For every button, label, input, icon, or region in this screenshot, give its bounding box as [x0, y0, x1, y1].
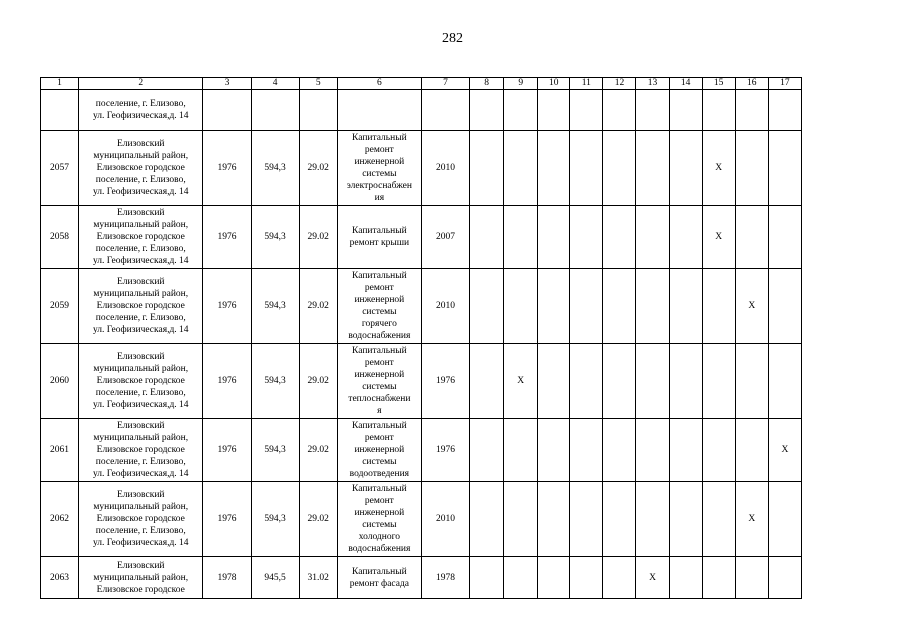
column-number: 1 [41, 78, 79, 90]
address-cell-line: муниципальный район, [93, 433, 189, 443]
year-cell: 1976 [421, 344, 469, 419]
work-type-cell-line: водоотведения [349, 469, 410, 479]
page-number: 282 [442, 31, 463, 46]
empty-cell [570, 557, 603, 599]
empty-cell [570, 482, 603, 557]
work-type-cell-line: Капитальный [352, 346, 407, 356]
work-type-cell-line: Капитальный [352, 484, 407, 494]
empty-cell [570, 269, 603, 344]
empty-cell [702, 344, 735, 419]
row-number-cell: 2060 [41, 344, 79, 419]
empty-cell [735, 131, 768, 206]
empty-cell [768, 269, 801, 344]
year-cell: 1978 [421, 557, 469, 599]
column-number: 11 [570, 78, 603, 90]
area-cell: 594,3 [251, 344, 299, 419]
table-row-continuation [41, 90, 802, 131]
empty-cell [603, 419, 636, 482]
address-cell-line: Елизовский [116, 352, 165, 362]
empty-cell [570, 90, 603, 131]
row-number-cell: 2062 [41, 482, 79, 557]
empty-cell [470, 557, 504, 599]
year-built-cell: 1976 [203, 482, 251, 557]
area-cell: 594,3 [251, 419, 299, 482]
empty-cell [570, 206, 603, 269]
address-cell-line: поселение, г. Елизово, [95, 175, 186, 185]
empty-cell [504, 206, 538, 269]
empty-cell [702, 90, 735, 131]
column-number: 9 [504, 78, 538, 90]
address-cell-line: ул. Геофизическая,д. 14 [92, 256, 189, 266]
empty-cell [603, 269, 636, 344]
empty-cell [470, 269, 504, 344]
column-number: 5 [299, 78, 337, 90]
work-type-cell-line: ремонт [364, 358, 394, 368]
address-cell [79, 344, 203, 419]
mark-cell: X [768, 419, 801, 482]
address-cell-line: Елизовский [116, 139, 165, 149]
address-cell-line: Елизовский [116, 421, 165, 431]
work-type-cell-line: горячего [361, 319, 397, 329]
year-cell: 2007 [421, 206, 469, 269]
empty-cell [538, 90, 570, 131]
address-cell-line: ул. Геофизическая,д. 14 [92, 325, 189, 335]
column-number: 14 [669, 78, 702, 90]
empty-cell [470, 90, 504, 131]
area-cell: 594,3 [251, 482, 299, 557]
empty-cell [421, 90, 469, 131]
year-built-cell: 1976 [203, 269, 251, 344]
empty-cell [636, 90, 669, 131]
empty-cell [669, 482, 702, 557]
work-type-cell-line: ремонт [364, 433, 394, 443]
empty-cell [735, 90, 768, 131]
code-cell: 29.02 [299, 419, 337, 482]
address-cell-line: поселение, г. Елизово, [95, 457, 186, 467]
work-type-cell-line: Капитальный [352, 566, 407, 577]
address-cell-line: муниципальный район, [93, 572, 189, 583]
address-cell [79, 206, 203, 269]
year-cell: 1976 [421, 419, 469, 482]
row-number-cell: 2063 [41, 557, 79, 599]
address-cell-line: муниципальный район, [93, 502, 189, 512]
address-cell-line: Елизовский [116, 277, 165, 287]
work-type-cell-line: Капитальный [352, 421, 407, 431]
row-number-cell: 2059 [41, 269, 79, 344]
empty-cell [570, 419, 603, 482]
address-cell-line: Елизовский [116, 208, 165, 218]
column-number: 6 [337, 78, 421, 90]
work-type-cell-line: системы [362, 169, 397, 179]
empty-cell [337, 90, 421, 131]
empty-cell [538, 206, 570, 269]
empty-cell [636, 206, 669, 269]
work-type-cell-line: водоснабжения [348, 544, 411, 554]
work-type-cell-line: Капитальный [352, 226, 407, 236]
address-cell [79, 419, 203, 482]
address-cell-line: поселение, г. Елизово, [95, 388, 186, 398]
work-type-cell [337, 206, 421, 269]
address-cell-line: ул. Геофизическая,д. 14 [92, 187, 189, 197]
table-row [41, 557, 802, 599]
column-number: 12 [603, 78, 636, 90]
empty-cell [470, 206, 504, 269]
empty-cell [504, 482, 538, 557]
table-row [41, 131, 802, 206]
column-number: 15 [702, 78, 735, 90]
empty-cell [603, 90, 636, 131]
code-cell: 29.02 [299, 482, 337, 557]
address-cell-line: Елизовское городское [96, 584, 185, 595]
address-cell [79, 90, 203, 131]
empty-cell [603, 131, 636, 206]
column-number: 17 [768, 78, 801, 90]
area-cell: 594,3 [251, 206, 299, 269]
empty-cell [538, 419, 570, 482]
mark-cell: X [702, 131, 735, 206]
empty-cell [768, 557, 801, 599]
mark-cell: X [504, 344, 538, 419]
address-cell-line: Елизовское городское [96, 301, 185, 311]
year-built-cell: 1976 [203, 419, 251, 482]
empty-cell [669, 419, 702, 482]
table-row [41, 269, 802, 344]
address-cell-line: муниципальный район, [93, 289, 189, 299]
year-built-cell: 1976 [203, 131, 251, 206]
address-cell-line: поселение, г. Елизово, [95, 99, 186, 109]
year-built-cell: 1976 [203, 206, 251, 269]
empty-cell [504, 90, 538, 131]
empty-cell [669, 269, 702, 344]
empty-cell [504, 557, 538, 599]
work-type-cell [337, 557, 421, 599]
empty-cell [570, 131, 603, 206]
empty-cell [538, 557, 570, 599]
code-cell: 31.02 [299, 557, 337, 599]
empty-cell [702, 269, 735, 344]
row-number-cell: 2058 [41, 206, 79, 269]
address-cell-line: муниципальный район, [93, 364, 189, 374]
column-number: 8 [470, 78, 504, 90]
address-cell-line: поселение, г. Елизово, [95, 244, 186, 254]
empty-cell [768, 90, 801, 131]
address-cell-line: поселение, г. Елизово, [95, 526, 186, 536]
code-cell: 29.02 [299, 269, 337, 344]
work-type-cell-line: я [377, 406, 382, 416]
code-cell: 29.02 [299, 344, 337, 419]
table-row [41, 419, 802, 482]
empty-cell [669, 344, 702, 419]
work-type-cell-line: ремонт фасада [349, 578, 410, 589]
column-number: 16 [735, 78, 768, 90]
empty-cell [251, 90, 299, 131]
column-number: 10 [538, 78, 570, 90]
empty-cell [470, 419, 504, 482]
work-type-cell [337, 482, 421, 557]
empty-cell [470, 482, 504, 557]
year-cell: 2010 [421, 131, 469, 206]
empty-cell [636, 344, 669, 419]
empty-cell [538, 269, 570, 344]
table-row [41, 344, 802, 419]
code-cell: 29.02 [299, 131, 337, 206]
address-cell [79, 131, 203, 206]
work-type-cell-line: ремонт [364, 283, 394, 293]
work-type-cell-line: ремонт [364, 496, 394, 506]
empty-cell [669, 557, 702, 599]
address-cell-line: Елизовское городское [96, 445, 185, 455]
work-type-cell-line: теплоснабжени [348, 394, 411, 404]
work-type-cell [337, 131, 421, 206]
year-cell: 2010 [421, 269, 469, 344]
mark-cell: X [735, 482, 768, 557]
mark-cell: X [702, 206, 735, 269]
empty-cell [299, 90, 337, 131]
table-row [41, 482, 802, 557]
column-number: 3 [203, 78, 251, 90]
empty-cell [768, 131, 801, 206]
address-cell [79, 269, 203, 344]
work-type-cell-line: инженерной [354, 157, 405, 167]
area-cell: 594,3 [251, 131, 299, 206]
empty-cell [538, 344, 570, 419]
empty-cell [735, 419, 768, 482]
empty-cell [203, 90, 251, 131]
work-type-cell-line: водоснабжения [348, 331, 411, 341]
address-cell-line: ул. Геофизическая,д. 14 [92, 400, 189, 410]
column-number: 7 [421, 78, 469, 90]
address-cell-line: муниципальный район, [93, 151, 189, 161]
empty-cell [669, 131, 702, 206]
address-cell [79, 557, 203, 599]
work-type-cell-line: Капитальный [352, 271, 407, 281]
table-row [41, 206, 802, 269]
work-type-cell-line: системы [362, 382, 397, 392]
work-type-cell-line: ремонт крыши [349, 238, 410, 248]
empty-cell [470, 131, 504, 206]
empty-cell [669, 90, 702, 131]
work-type-cell [337, 269, 421, 344]
empty-cell [636, 131, 669, 206]
empty-cell [768, 482, 801, 557]
address-cell-line: поселение, г. Елизово, [95, 313, 186, 323]
row-number-cell [41, 90, 79, 131]
empty-cell [504, 131, 538, 206]
work-type-cell-line: системы [362, 307, 397, 317]
empty-cell [636, 419, 669, 482]
empty-cell [538, 131, 570, 206]
work-type-cell-line: электроснабжен [346, 181, 412, 191]
address-cell-line: Елизовское городское [96, 514, 185, 524]
work-type-cell [337, 344, 421, 419]
area-cell: 594,3 [251, 269, 299, 344]
empty-cell [603, 206, 636, 269]
empty-cell [538, 482, 570, 557]
column-number-row [41, 78, 802, 90]
work-type-cell-line: ремонт [364, 145, 394, 155]
row-number-cell: 2061 [41, 419, 79, 482]
row-number-cell: 2057 [41, 131, 79, 206]
empty-cell [603, 344, 636, 419]
address-cell-line: ул. Геофизическая,д. 14 [92, 111, 189, 121]
address-cell-line: ул. Геофизическая,д. 14 [92, 538, 189, 548]
work-type-cell-line: системы [362, 457, 397, 467]
empty-cell [570, 344, 603, 419]
work-type-cell-line: холодного [358, 532, 401, 542]
year-built-cell: 1978 [203, 557, 251, 599]
code-cell: 29.02 [299, 206, 337, 269]
address-cell-line: муниципальный район, [93, 220, 189, 230]
year-cell: 2010 [421, 482, 469, 557]
year-built-cell: 1976 [203, 344, 251, 419]
column-number: 2 [79, 78, 203, 90]
area-cell: 945,5 [251, 557, 299, 599]
empty-cell [669, 206, 702, 269]
work-type-cell-line: инженерной [354, 295, 405, 305]
empty-cell [735, 206, 768, 269]
empty-cell [702, 482, 735, 557]
address-cell-line: Елизовское городское [96, 232, 185, 242]
work-type-cell-line: Капитальный [352, 133, 407, 143]
empty-cell [702, 419, 735, 482]
register-table [40, 77, 802, 599]
mark-cell: X [735, 269, 768, 344]
table-body [41, 78, 802, 599]
empty-cell [768, 344, 801, 419]
work-type-cell-line: системы [362, 520, 397, 530]
empty-cell [768, 206, 801, 269]
address-cell-line: Елизовское городское [96, 163, 185, 173]
column-number: 4 [251, 78, 299, 90]
address-cell-line: ул. Геофизическая,д. 14 [92, 469, 189, 479]
work-type-cell-line: ия [374, 193, 385, 203]
empty-cell [702, 557, 735, 599]
empty-cell [636, 269, 669, 344]
address-cell [79, 482, 203, 557]
work-type-cell-line: инженерной [354, 445, 405, 455]
mark-cell: X [636, 557, 669, 599]
address-cell-line: Елизовский [116, 490, 165, 500]
empty-cell [504, 419, 538, 482]
address-cell-line: Елизовский [116, 560, 165, 571]
empty-cell [504, 269, 538, 344]
empty-cell [470, 344, 504, 419]
empty-cell [735, 557, 768, 599]
work-type-cell-line: инженерной [354, 508, 405, 518]
empty-cell [603, 557, 636, 599]
address-cell-line: Елизовское городское [96, 376, 185, 386]
work-type-cell [337, 419, 421, 482]
column-number: 13 [636, 78, 669, 90]
work-type-cell-line: инженерной [354, 370, 405, 380]
empty-cell [603, 482, 636, 557]
empty-cell [735, 344, 768, 419]
empty-cell [636, 482, 669, 557]
